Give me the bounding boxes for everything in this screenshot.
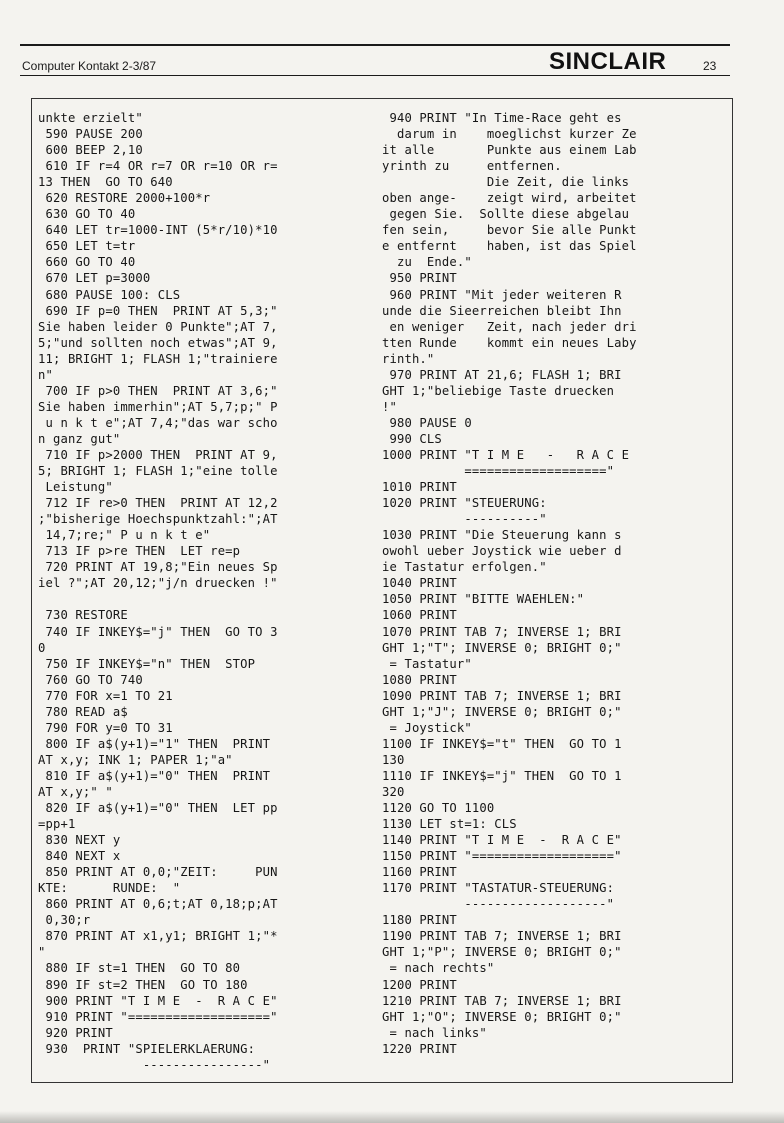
code-line: GHT 1;"O"; INVERSE 0; BRIGHT 0;": [382, 1009, 622, 1024]
code-line: n ganz gut": [38, 431, 121, 446]
code-line: 800 IF a$(y+1)="1" THEN PRINT: [38, 736, 271, 751]
code-line: 720 PRINT AT 19,8;"Ein neues Sp: [38, 560, 278, 575]
code-line: 1090 PRINT TAB 7; INVERSE 1; BRI: [382, 688, 622, 703]
code-line: 13 THEN GO TO 640: [38, 175, 173, 190]
code-line: 890 IF st=2 THEN GO TO 180: [38, 977, 248, 992]
code-line: GHT 1;"P"; INVERSE 0; BRIGHT 0;": [382, 945, 622, 960]
code-line: 690 IF p=0 THEN PRINT AT 5,3;": [38, 303, 278, 318]
code-line: 1180 PRINT: [382, 913, 457, 928]
code-line: 920 PRINT: [38, 1025, 113, 1040]
code-line: 960 PRINT "Mit jeder weiteren R: [382, 287, 622, 302]
code-line: = nach rechts": [382, 961, 495, 976]
code-line: 670 LET p=3000: [38, 271, 151, 286]
code-line: 1080 PRINT: [382, 672, 457, 687]
code-line: 740 IF INKEY$="j" THEN GO TO 3: [38, 624, 278, 639]
code-line: ": [38, 945, 46, 960]
code-line: 712 IF re>0 THEN PRINT AT 12,2: [38, 496, 278, 511]
code-line: ----------": [382, 512, 547, 527]
page-number: 23: [703, 59, 717, 73]
code-line: 610 IF r=4 OR r=7 OR r=10 OR r=: [38, 159, 278, 174]
code-line: 710 IF p>2000 THEN PRINT AT 9,: [38, 447, 278, 462]
code-line: 5;"und sollten noch etwas";AT 9,: [38, 335, 278, 350]
code-line: 1120 GO TO 1100: [382, 801, 495, 816]
code-line: GHT 1;"T"; INVERSE 0; BRIGHT 0;": [382, 640, 622, 655]
code-line: rinth.": [382, 351, 435, 366]
code-line: 1050 PRINT "BITTE WAEHLEN:": [382, 592, 585, 607]
code-line: 1170 PRINT "TASTATUR-STEUERUNG:: [382, 881, 615, 896]
code-line: tten Runde kommt ein neues Laby: [382, 335, 637, 350]
code-line: 130: [382, 752, 405, 767]
code-line: fen sein, bevor Sie alle Punkt: [382, 223, 637, 238]
code-line: KTE: RUNDE: ": [38, 881, 181, 896]
code-line: 640 LET tr=1000-INT (5*r/10)*10: [38, 223, 278, 238]
code-line: 680 PAUSE 100: CLS: [38, 287, 181, 302]
code-line: owohl ueber Joystick wie ueber d: [382, 544, 622, 559]
code-line: 770 FOR x=1 TO 21: [38, 688, 173, 703]
code-line: 830 NEXT y: [38, 833, 121, 848]
code-line: 1160 PRINT: [382, 865, 457, 880]
section-title: SINCLAIR: [549, 48, 667, 75]
code-line: it alle Punkte aus einem Lab: [382, 143, 637, 158]
code-line: u n k t e";AT 7,4;"das war scho: [38, 415, 278, 430]
code-line: -------------------": [382, 897, 615, 912]
code-line: = nach links": [382, 1025, 487, 1040]
code-line: 940 PRINT "In Time-Race geht es: [382, 111, 622, 125]
code-line: = Tastatur": [382, 656, 472, 671]
code-line: 630 GO TO 40: [38, 207, 136, 222]
code-line: AT x,y; INK 1; PAPER 1;"a": [38, 752, 233, 767]
code-line: 0,30;r: [38, 913, 91, 928]
code-line: 1190 PRINT TAB 7; INVERSE 1; BRI: [382, 929, 622, 944]
code-line: ===================": [382, 464, 615, 479]
code-line: 760 GO TO 740: [38, 672, 143, 687]
code-line: 790 FOR y=0 TO 31: [38, 720, 173, 735]
code-line: AT x,y;" ": [38, 784, 113, 799]
code-line: unkte erzielt": [38, 111, 143, 125]
code-line: [38, 591, 374, 607]
code-line: 880 IF st=1 THEN GO TO 80: [38, 961, 241, 976]
code-line: 660 GO TO 40: [38, 255, 136, 270]
code-line: 700 IF p>0 THEN PRINT AT 3,6;": [38, 383, 278, 398]
code-line: GHT 1;"J"; INVERSE 0; BRIGHT 0;": [382, 704, 622, 719]
code-line: 980 PAUSE 0: [382, 415, 472, 430]
code-line: zu Ende.": [382, 255, 472, 270]
code-line: ----------------": [38, 1057, 271, 1072]
code-line: 590 PAUSE 200: [38, 127, 143, 142]
code-line: 14,7;re;" P u n k t e": [38, 528, 211, 543]
code-line: 1140 PRINT "T I M E - R A C E": [382, 833, 622, 848]
code-line: 1010 PRINT: [382, 480, 457, 495]
code-line: 780 READ a$: [38, 704, 128, 719]
code-line: 860 PRINT AT 0,6;t;AT 0,18;p;AT: [38, 897, 278, 912]
code-line: en weniger Zeit, nach jeder dri: [382, 319, 637, 334]
code-line: 750 IF INKEY$="n" THEN STOP: [38, 656, 256, 671]
code-line: Sie haben leider 0 Punkte";AT 7,: [38, 319, 278, 334]
code-line: iel ?";AT 20,12;"j/n druecken !": [38, 576, 278, 591]
code-line: n": [38, 367, 53, 382]
code-line: 970 PRINT AT 21,6; FLASH 1; BRI: [382, 367, 622, 382]
code-line: gegen Sie. Sollte diese abgelau: [382, 207, 630, 222]
code-line: 990 CLS: [382, 431, 442, 446]
code-line: 620 RESTORE 2000+100*r: [38, 191, 211, 206]
listing-right-column: [382, 110, 712, 1057]
code-line: 870 PRINT AT x1,y1; BRIGHT 1;"*: [38, 929, 278, 944]
code-line: 5; BRIGHT 1; FLASH 1;"eine tolle: [38, 464, 278, 479]
code-line: Die Zeit, die links: [382, 175, 630, 190]
code-line: 1040 PRINT: [382, 576, 457, 591]
code-line: 820 IF a$(y+1)="0" THEN LET pp: [38, 801, 278, 816]
code-line: 1100 IF INKEY$="t" THEN GO TO 1: [382, 736, 622, 751]
code-line: 1110 IF INKEY$="j" THEN GO TO 1: [382, 768, 622, 783]
code-line: 1210 PRINT TAB 7; INVERSE 1; BRI: [382, 993, 622, 1008]
code-line: GHT 1;"beliebige Taste druecken: [382, 383, 615, 398]
code-line: 1000 PRINT "T I M E - R A C E: [382, 447, 630, 462]
code-line: 840 NEXT x: [38, 849, 121, 864]
code-line: 810 IF a$(y+1)="0" THEN PRINT: [38, 768, 271, 783]
header-bottom-rule: [20, 75, 730, 76]
code-line: ie Tastatur erfolgen.": [382, 560, 547, 575]
header-top-rule: [20, 44, 730, 46]
code-line: yrinth zu entfernen.: [382, 159, 562, 174]
code-line: Sie haben immerhin";AT 5,7;p;" P: [38, 399, 278, 414]
code-line: unde die Sieerreichen bleibt Ihn: [382, 303, 622, 318]
code-line: 0: [38, 640, 46, 655]
code-line: 1020 PRINT "STEUERUNG:: [382, 496, 547, 511]
page-edge-shadow: [0, 1111, 784, 1123]
code-line: 950 PRINT: [382, 271, 457, 286]
code-line: e entfernt haben, ist das Spiel: [382, 239, 637, 254]
code-line: 1070 PRINT TAB 7; INVERSE 1; BRI: [382, 624, 622, 639]
code-line: 600 BEEP 2,10: [38, 143, 143, 158]
magazine-title: Computer Kontakt 2-3/87: [22, 59, 157, 73]
code-line: =pp+1: [38, 817, 76, 832]
code-line: = Joystick": [382, 720, 472, 735]
code-line: 1200 PRINT: [382, 977, 457, 992]
code-line: 320: [382, 784, 405, 799]
code-line: 850 PRINT AT 0,0;"ZEIT: PUN: [38, 865, 278, 880]
code-line: 1030 PRINT "Die Steuerung kann s: [382, 528, 622, 543]
code-line: 1150 PRINT "===================": [382, 849, 622, 864]
code-line: !": [382, 399, 397, 414]
code-line: oben ange- zeigt wird, arbeitet: [382, 191, 637, 206]
code-line: 900 PRINT "T I M E - R A C E": [38, 993, 278, 1008]
code-line: 930 PRINT "SPIELERKLAERUNG:: [38, 1041, 256, 1056]
code-line: ;"bisherige Hoechspunktzahl:";AT: [38, 512, 278, 527]
code-line: darum in moeglichst kurzer Ze: [382, 127, 637, 142]
code-line: 11; BRIGHT 1; FLASH 1;"trainiere: [38, 351, 278, 366]
code-line: 910 PRINT "===================": [38, 1009, 278, 1024]
listing-left-column: [38, 110, 374, 1073]
code-line: 1130 LET st=1: CLS: [382, 817, 517, 832]
code-line: 1220 PRINT: [382, 1041, 457, 1056]
code-line: 713 IF p>re THEN LET re=p: [38, 544, 241, 559]
code-line: Leistung": [38, 480, 113, 495]
code-line: 1060 PRINT: [382, 608, 457, 623]
code-line: 730 RESTORE: [38, 608, 128, 623]
code-line: 650 LET t=tr: [38, 239, 136, 254]
